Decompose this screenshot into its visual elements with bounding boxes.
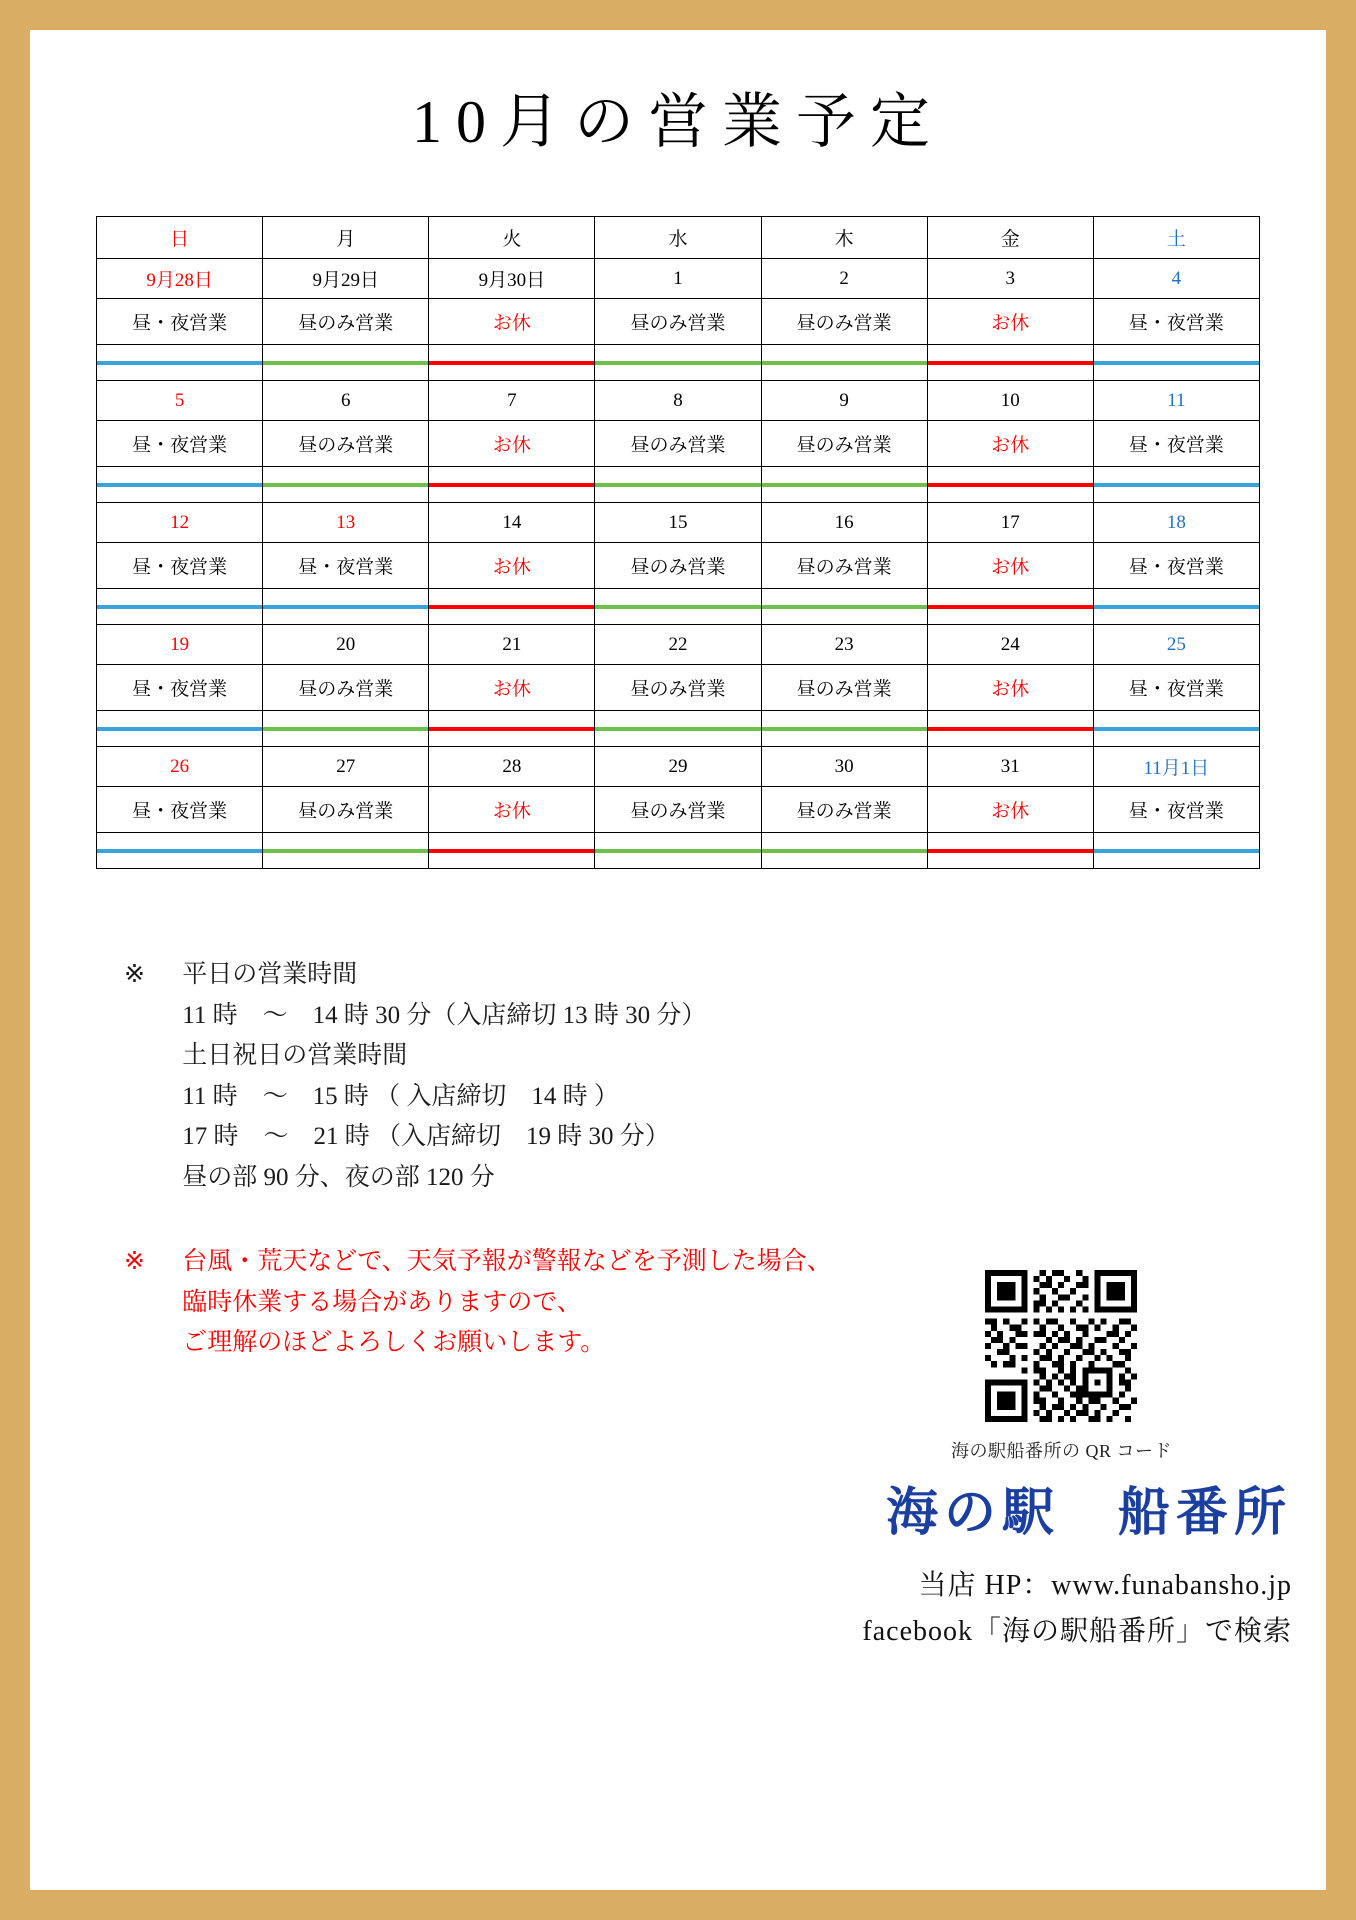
day-status: 昼のみ営業	[263, 299, 429, 345]
day-status: お休	[927, 665, 1093, 711]
status-bar	[429, 849, 594, 853]
day-number: 16	[761, 503, 927, 543]
day-status: お休	[927, 543, 1093, 589]
note-line: 平日の営業時間	[182, 961, 358, 988]
business-schedule-table	[96, 216, 1260, 869]
status-bar-cell	[927, 711, 1093, 747]
day-status: お休	[927, 421, 1093, 467]
day-status: 昼のみ営業	[761, 787, 927, 833]
status-bar-cell	[595, 467, 761, 503]
qr-code-icon[interactable]	[985, 1270, 1137, 1422]
day-number: 1	[595, 259, 761, 299]
day-number: 4	[1093, 259, 1259, 299]
table-row	[97, 787, 1260, 833]
note-line: 11 時 〜 15 時 （ 入店締切 14 時 ）	[182, 1082, 619, 1110]
status-bar-cell	[595, 589, 761, 625]
day-number: 30	[761, 747, 927, 787]
day-status: 昼のみ営業	[595, 665, 761, 711]
dow-header-wed: 水	[595, 217, 761, 259]
day-status: 昼のみ営業	[595, 421, 761, 467]
day-number: 9月30日	[429, 259, 595, 299]
day-number: 22	[595, 625, 761, 665]
day-status: 昼のみ営業	[761, 543, 927, 589]
note-line: 台風・荒天などで、天気予報が警報などを予測した場合、	[182, 1248, 832, 1275]
status-bar	[1094, 605, 1259, 609]
status-bar-cell	[761, 589, 927, 625]
table-row	[97, 543, 1260, 589]
status-bar	[263, 361, 428, 365]
status-bar	[1094, 849, 1259, 853]
day-status: 昼のみ営業	[595, 543, 761, 589]
table-row-bars	[97, 345, 1260, 381]
status-bar	[762, 361, 927, 365]
day-status: 昼・夜営業	[1093, 665, 1259, 711]
status-bar	[263, 849, 428, 853]
day-number: 5	[97, 381, 263, 421]
day-number: 24	[927, 625, 1093, 665]
status-bar	[429, 361, 594, 365]
day-status: 昼・夜営業	[97, 543, 263, 589]
qr-caption: 海の駅船番所の QR コード	[950, 1440, 1172, 1461]
status-bar-cell	[1093, 345, 1259, 381]
note-line: 土日祝日の営業時間	[182, 1042, 408, 1069]
day-number: 17	[927, 503, 1093, 543]
status-bar	[263, 483, 428, 487]
day-status: 昼・夜営業	[1093, 543, 1259, 589]
table-row	[97, 381, 1260, 421]
day-status: 昼・夜営業	[1093, 787, 1259, 833]
status-bar-cell	[927, 467, 1093, 503]
day-status: 昼のみ営業	[761, 665, 927, 711]
note-line: 臨時休業する場合がありますので、	[182, 1288, 582, 1316]
day-number: 19	[97, 625, 263, 665]
day-number: 25	[1093, 625, 1259, 665]
day-number: 2	[761, 259, 927, 299]
status-bar-cell	[927, 833, 1093, 869]
status-bar-cell	[97, 711, 263, 747]
status-bar-cell	[97, 345, 263, 381]
dow-header-thu: 木	[761, 217, 927, 259]
brand-name: 海の駅 船番所	[885, 1484, 1292, 1542]
status-bar	[263, 605, 428, 609]
day-number: 10	[927, 381, 1093, 421]
day-status: 昼のみ営業	[263, 787, 429, 833]
day-status: お休	[429, 421, 595, 467]
note-hours	[124, 955, 1318, 1198]
table-row-bars	[97, 711, 1260, 747]
day-status: 昼・夜営業	[1093, 421, 1259, 467]
status-bar-cell	[595, 833, 761, 869]
status-bar-cell	[1093, 833, 1259, 869]
status-bar	[1094, 483, 1259, 487]
dow-header-sat: 土	[1093, 217, 1259, 259]
note-warning-body	[182, 1242, 832, 1364]
table-row	[97, 503, 1260, 543]
note-hours-body	[182, 955, 706, 1198]
footer-section	[38, 1374, 1318, 1794]
status-bar	[429, 605, 594, 609]
day-number: 7	[429, 381, 595, 421]
day-number: 29	[595, 747, 761, 787]
status-bar	[928, 727, 1093, 731]
day-status: お休	[429, 299, 595, 345]
status-bar-cell	[761, 467, 927, 503]
day-number: 14	[429, 503, 595, 543]
day-status: 昼・夜営業	[97, 787, 263, 833]
status-bar	[595, 483, 760, 487]
day-status: 昼のみ営業	[761, 299, 927, 345]
status-bar	[97, 483, 262, 487]
status-bar	[97, 849, 262, 853]
qr-block	[951, 1270, 1172, 1463]
status-bar-cell	[429, 589, 595, 625]
note-line: 11 時 〜 14 時 30 分（入店締切 13 時 30 分）	[182, 1001, 707, 1029]
day-status: 昼のみ営業	[595, 299, 761, 345]
status-bar-cell	[97, 467, 263, 503]
status-bar-cell	[429, 345, 595, 381]
status-bar	[595, 605, 760, 609]
status-bar-cell	[761, 711, 927, 747]
day-status: 昼のみ営業	[263, 421, 429, 467]
status-bar-cell	[263, 711, 429, 747]
day-number: 26	[97, 747, 263, 787]
status-bar-cell	[761, 833, 927, 869]
note-mark-warning: ※	[124, 1248, 145, 1275]
day-number: 28	[429, 747, 595, 787]
status-bar-cell	[429, 467, 595, 503]
note-line: 昼の部 90 分、夜の部 120 分	[182, 1163, 495, 1191]
status-bar	[928, 849, 1093, 853]
day-status: お休	[429, 665, 595, 711]
status-bar	[1094, 361, 1259, 365]
day-status: 昼・夜営業	[97, 299, 263, 345]
day-number: 23	[761, 625, 927, 665]
day-number: 15	[595, 503, 761, 543]
status-bar	[928, 361, 1093, 365]
status-bar	[429, 727, 594, 731]
status-bar	[762, 727, 927, 731]
status-bar-cell	[595, 711, 761, 747]
day-number: 9月29日	[263, 259, 429, 299]
day-status: 昼・夜営業	[1093, 299, 1259, 345]
day-status: お休	[429, 543, 595, 589]
status-bar	[762, 849, 927, 853]
day-status: 昼のみ営業	[263, 665, 429, 711]
dow-header-tue: 火	[429, 217, 595, 259]
table-row	[97, 259, 1260, 299]
brand-block	[862, 1470, 1292, 1649]
status-bar-cell	[1093, 711, 1259, 747]
dow-header-sun: 日	[97, 217, 263, 259]
status-bar	[97, 361, 262, 365]
day-number: 31	[927, 747, 1093, 787]
status-bar	[263, 727, 428, 731]
day-status: お休	[429, 787, 595, 833]
dow-header-mon: 月	[263, 217, 429, 259]
day-status: お休	[927, 787, 1093, 833]
note-mark: ※	[124, 961, 145, 988]
status-bar	[97, 727, 262, 731]
table-row-bars	[97, 589, 1260, 625]
day-number: 21	[429, 625, 595, 665]
status-bar-cell	[263, 345, 429, 381]
status-bar-cell	[927, 589, 1093, 625]
day-number: 9	[761, 381, 927, 421]
day-number: 3	[927, 259, 1093, 299]
day-number: 11月1日	[1093, 747, 1259, 787]
status-bar	[762, 605, 927, 609]
table-row	[97, 299, 1260, 345]
status-bar-cell	[263, 833, 429, 869]
day-number: 11	[1093, 381, 1259, 421]
note-line: ご理解のほどよろしくお願いします。	[182, 1329, 606, 1356]
status-bar-cell	[429, 833, 595, 869]
day-number: 6	[263, 381, 429, 421]
status-bar-cell	[1093, 467, 1259, 503]
status-bar	[595, 849, 760, 853]
day-number: 12	[97, 503, 263, 543]
status-bar-cell	[429, 711, 595, 747]
day-status: 昼・夜営業	[263, 543, 429, 589]
status-bar-cell	[263, 589, 429, 625]
day-status: 昼・夜営業	[97, 421, 263, 467]
status-bar	[97, 605, 262, 609]
status-bar-cell	[97, 833, 263, 869]
day-number: 18	[1093, 503, 1259, 543]
status-bar	[595, 361, 760, 365]
status-bar	[429, 483, 594, 487]
day-status: お休	[927, 299, 1093, 345]
status-bar-cell	[97, 589, 263, 625]
day-number: 13	[263, 503, 429, 543]
page-title: 10月の営業予定	[412, 89, 944, 155]
table-row-bars	[97, 833, 1260, 869]
status-bar	[1094, 727, 1259, 731]
status-bar-cell	[927, 345, 1093, 381]
status-bar-cell	[761, 345, 927, 381]
brand-homepage[interactable]: 当店 HP：www.funabansho.jp	[918, 1569, 1292, 1601]
status-bar	[928, 605, 1093, 609]
dow-header-fri: 金	[927, 217, 1093, 259]
table-row	[97, 747, 1260, 787]
poster-content	[38, 38, 1318, 1882]
status-bar-cell	[595, 345, 761, 381]
status-bar-cell	[1093, 589, 1259, 625]
day-number: 8	[595, 381, 761, 421]
table-row	[97, 421, 1260, 467]
day-number: 20	[263, 625, 429, 665]
table-row	[97, 625, 1260, 665]
table-row	[97, 665, 1260, 711]
day-number: 9月28日	[97, 259, 263, 299]
status-bar-cell	[263, 467, 429, 503]
day-status: 昼のみ営業	[595, 787, 761, 833]
status-bar	[928, 483, 1093, 487]
status-bar	[762, 483, 927, 487]
table-header-row	[97, 217, 1260, 259]
brand-facebook[interactable]: facebook「海の駅船番所」で検索	[862, 1615, 1292, 1647]
day-number: 27	[263, 747, 429, 787]
note-line: 17 時 〜 21 時 （入店締切 19 時 30 分）	[182, 1123, 670, 1150]
day-status: 昼・夜営業	[97, 665, 263, 711]
status-bar	[595, 727, 760, 731]
day-status: 昼のみ営業	[761, 421, 927, 467]
table-row-bars	[97, 467, 1260, 503]
